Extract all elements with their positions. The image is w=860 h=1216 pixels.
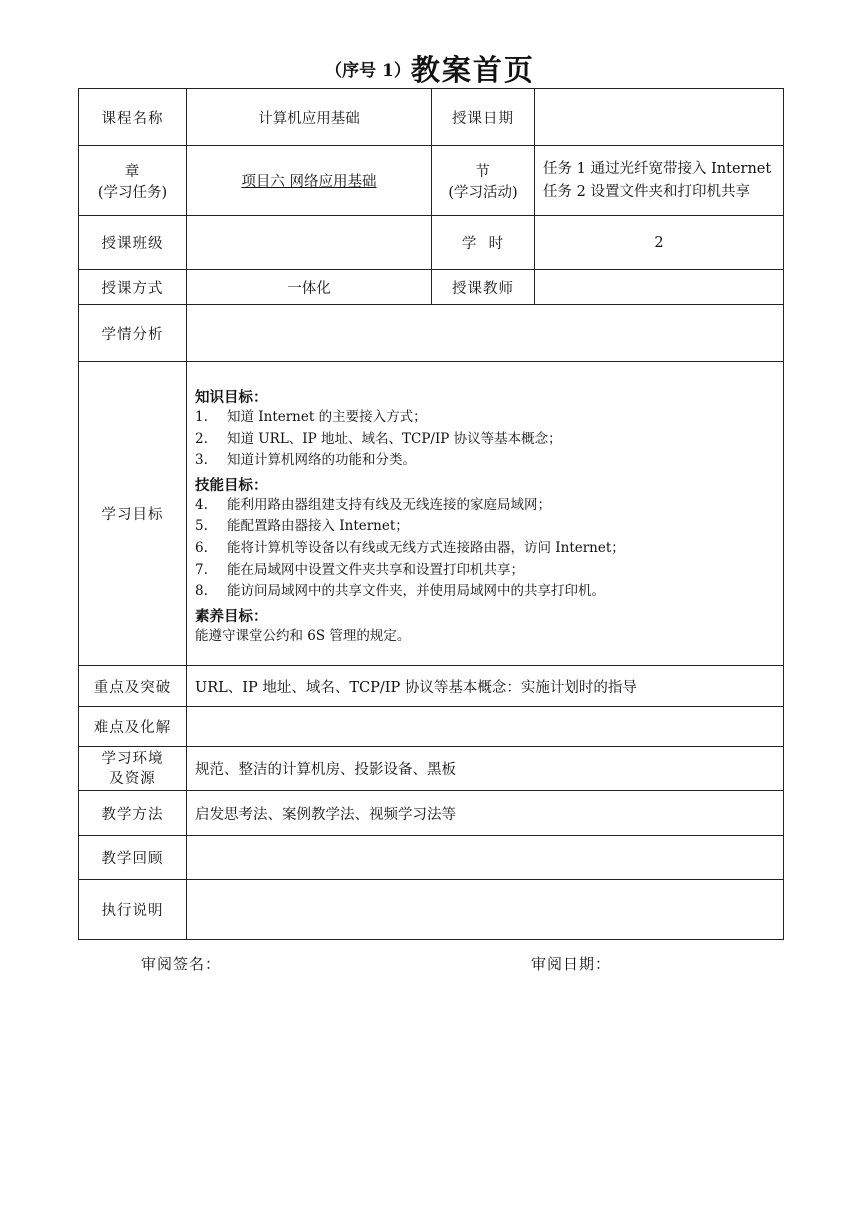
- row-method: [79, 270, 784, 305]
- chapter-value-text: 项目六 网络应用基础: [241, 174, 377, 190]
- chapter-value: [187, 146, 432, 216]
- chapter-label: [79, 146, 187, 216]
- section-value-line2: 任务 2 设置文件夹和打印机共享: [543, 183, 750, 200]
- review-label: 教学回顾: [79, 836, 187, 880]
- env-label-line1: 学习环境: [101, 750, 164, 767]
- row-review: [79, 836, 784, 880]
- row-difficulty: [79, 707, 784, 747]
- section-value-line1: 任务 1 通过光纤宽带接入 Internet: [543, 160, 772, 177]
- knowledge-goal-item: 3. 知道计算机网络的功能和分类。: [195, 452, 416, 469]
- review-date-label: 审阅日期：: [531, 955, 612, 973]
- teaching-method-label: 教学方法: [79, 791, 187, 836]
- difficulty-label: 难点及化解: [79, 707, 187, 747]
- row-env: [79, 747, 784, 791]
- hours-label: 学 时: [432, 216, 535, 270]
- analysis-label: 学情分析: [79, 305, 187, 362]
- goals-content: [187, 362, 784, 666]
- row-exec: [79, 880, 784, 940]
- title-main: 教案首页: [410, 53, 535, 87]
- class-label: 授课班级: [79, 216, 187, 270]
- knowledge-goals-title: 知识目标：: [195, 389, 268, 406]
- course-name-value: 计算机应用基础: [187, 89, 432, 146]
- method-value: 一体化: [187, 270, 432, 305]
- chapter-label-line1: 章: [124, 163, 141, 180]
- skill-goal-item: 7. 能在局域网中设置文件夹共享和设置打印机共享；: [195, 561, 524, 578]
- method-label: 授课方式: [79, 270, 187, 305]
- title-prefix: （序号 1）: [325, 61, 411, 81]
- row-chapter: [79, 146, 784, 216]
- chapter-label-line2: (学习任务): [97, 184, 168, 201]
- env-value: 规范、整洁的计算机房、投影设备、黑板: [187, 747, 784, 791]
- course-name-label: 课程名称: [79, 89, 187, 146]
- env-label: [79, 747, 187, 791]
- env-label-line2: 及资源: [109, 770, 156, 787]
- class-value: [187, 216, 432, 270]
- knowledge-goal-item: 1. 知道 Internet 的主要接入方式；: [195, 409, 427, 425]
- key-label: 重点及突破: [79, 666, 187, 707]
- row-teaching-method: [79, 791, 784, 836]
- exec-value: [187, 880, 784, 940]
- skill-goal-item: 5. 能配置路由器接入 Internet；: [195, 518, 409, 535]
- row-key: [79, 666, 784, 707]
- literacy-goals-title: 素养目标：: [195, 607, 268, 625]
- skill-goal-item: 6. 能将计算机等设备以有线或无线方式连接路由器，访问 Internet；: [195, 539, 625, 556]
- hours-value: 2: [535, 216, 784, 270]
- row-goals: [79, 362, 784, 666]
- date-label: 授课日期: [432, 89, 535, 146]
- exec-label: 执行说明: [79, 880, 187, 940]
- analysis-value: [187, 305, 784, 362]
- knowledge-goal-item: 2. 知道 URL、IP 地址、域名、TCP/IP 协议等基本概念；: [195, 430, 562, 447]
- section-value: [535, 146, 784, 216]
- skill-goal-item: 4. 能利用路由器组建支持有线及无线连接的家庭局域网；: [195, 496, 551, 513]
- lesson-plan-table: [78, 88, 784, 940]
- skill-goal-item: 8. 能访问局域网中的共享文件夹，并使用局域网中的共享打印机。: [195, 583, 605, 600]
- row-analysis: [79, 305, 784, 362]
- skill-goals-title: 技能目标：: [195, 476, 268, 494]
- section-label-line1: 节: [475, 163, 491, 180]
- row-class: [79, 216, 784, 270]
- date-value: [535, 89, 784, 146]
- goals-label: 学习目标: [79, 362, 187, 666]
- teacher-value: [535, 270, 784, 305]
- difficulty-value: [187, 707, 784, 747]
- key-value: URL、IP 地址、域名、TCP/IP 协议等基本概念：实施计划时的指导: [187, 666, 784, 707]
- teacher-label: 授课教师: [432, 270, 535, 305]
- teaching-method-value: 启发思考法、案例教学法、视频学习法等: [187, 791, 784, 836]
- literacy-goal-text: 能遵守课堂公约和 6S 管理的规定。: [195, 627, 411, 644]
- review-value: [187, 836, 784, 880]
- review-signature-label: 审阅签名：: [141, 955, 222, 973]
- row-course: [79, 89, 784, 146]
- section-label: [432, 146, 535, 216]
- section-label-line2: (学习活动): [448, 184, 518, 201]
- page-title: [0, 48, 860, 89]
